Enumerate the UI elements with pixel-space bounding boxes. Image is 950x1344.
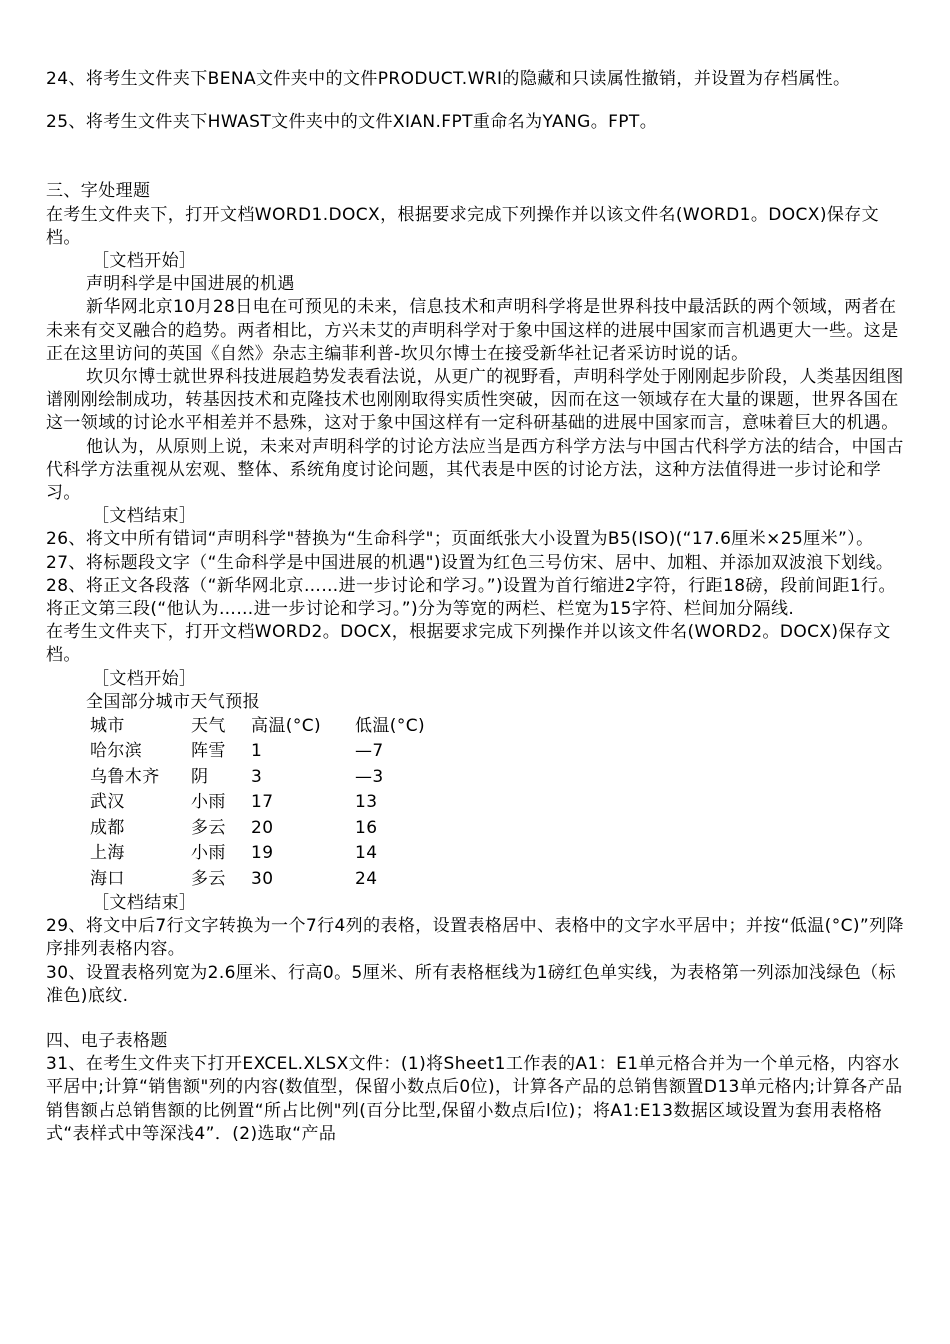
low-cell: 13	[355, 792, 378, 813]
section3-heading: 三、字处理题	[46, 181, 151, 202]
question-25: 25、将考生文件夹下HWAST文件夹中的文件XIAN.FPT重命名为YANG。FPT。	[46, 112, 658, 133]
table-row	[90, 790, 475, 815]
low-cell: —3	[355, 766, 384, 787]
question-26: 26、将文中所有错词“声明科学"替换为“生命科学"；页面纸张大小设置为B5(ISO)(“17.6厘米×25厘米”）。	[46, 529, 874, 550]
doc-paragraph-1: 新华网北京10月28日电在可预见的未来，信息技术和声明科学将是世界科技中最活跃的两个领域，两者在未来有交叉融合的趋势。两者相比，方兴未艾的声明科学对于象中国这样的进展中国家而言机遇更大一些。这是正在这里访问的英国《自然》杂志主编菲利普-坎贝尔博士在接受新华社记者采访时说的话。	[46, 297, 899, 364]
doc2-title: 全国部分城市天气预报	[86, 691, 260, 712]
question-30: 30、设置表格列宽为2.6厘米、行高0。5厘米、所有表格框线为1磅红色单实线，为表格第一列添加浅绿色（标准色)底纹.	[46, 962, 896, 1006]
section4-heading: 四、电子表格题	[46, 1030, 168, 1051]
doc2-start-marker: ［文档开始］	[92, 668, 197, 689]
table-row	[90, 739, 475, 764]
question-28: 28、将正文各段落（“新华网北京……进一步讨论和学习。”)设置为首行缩进2字符，行距18磅，段前间距1行。将正文第三段(“他认为……进一步讨论和学习。”)分为等宽的两栏、栏宽为15字符、栏间加分隔线.	[46, 575, 896, 620]
weather-cell: 阴	[191, 766, 209, 787]
weather-cell: 小雨	[191, 792, 226, 813]
word1-intro: 在考生文件夹下，打开文档WORD1.DOCX，根据要求完成下列操作并以该文件名(WORD1。DOCX)保存文档。	[46, 204, 880, 248]
doc2-end-marker: ［文档结束］	[92, 892, 197, 913]
doc-title: 声明科学是中国进展的机遇	[86, 274, 295, 295]
weather-header-row	[90, 714, 475, 739]
doc-paragraph-3: 他认为，从原则上说，未来对声明科学的讨论方法应当是西方科学方法与中国古代科学方法的结合，中国古代科学方法重视从宏观、整体、系统角度讨论问题，其代表是中医的讨论方法，这种方法值得进一步讨论和学习。	[46, 436, 904, 504]
header-weather: 天气	[191, 716, 226, 737]
table-row	[90, 816, 475, 841]
high-cell: 17	[251, 792, 274, 813]
weather-table	[90, 714, 475, 892]
doc-paragraph-2: 坎贝尔博士就世界科技进展趋势发表看法说，从更广的视野看，声明科学处于刚刚起步阶段，人类基因组图谱刚刚绘制成功，转基因技术和克隆技术也刚刚取得实质性突破，因而在这一领域存在大量的课题，世界各国在这一领域的讨论水平相差并不悬殊，这对于象中国这样有一定科研基础的进展中国家而言，意味着巨大的机遇。	[46, 367, 904, 434]
question-24: 24、将考生文件夹下BENA文件夹中的文件PRODUCT.WRI的隐藏和只读属性撤销，并设置为存档属性。	[46, 69, 851, 89]
table-row	[90, 867, 475, 892]
weather-cell: 多云	[191, 868, 226, 889]
question-31: 31、在考生文件夹下打开EXCEL.XLSX文件：(1)将Sheet1工作表的A1：E1单元格合并为一个单元格，内容水平居中;计算“销售额"列的内容(数值型，保留小数点后0位)，计算各产品的总销售额置D13单元格内;计算各产品销售额占总销售额的比例置“所占比例"列(百分比型,保留小数点后l位)；将A1:E13数据区域设置为套用表格格式“表样式中等深浅4”．(2)选取“产品	[46, 1054, 903, 1144]
city-cell: 海口	[90, 868, 125, 889]
weather-cell: 小雨	[191, 843, 226, 864]
weather-cell: 阵雪	[191, 741, 226, 762]
high-cell: 3	[251, 766, 263, 787]
city-cell: 武汉	[90, 792, 125, 813]
question-27: 27、将标题段文字（“生命科学是中国进展的机遇")设置为红色三号仿宋、居中、加粗、并添加双波浪下划线。	[46, 552, 894, 573]
document-page	[46, 68, 904, 1146]
weather-cell: 多云	[191, 817, 226, 838]
high-cell: 20	[251, 817, 274, 838]
low-cell: 16	[355, 817, 378, 838]
header-city: 城市	[90, 716, 125, 737]
city-cell: 上海	[90, 843, 125, 864]
header-high: 高温(°C)	[251, 716, 322, 737]
low-cell: —7	[355, 741, 384, 762]
header-low: 低温(°C)	[355, 716, 426, 737]
doc-end-marker: ［文档结束］	[92, 506, 197, 527]
city-cell: 成都	[90, 817, 125, 838]
high-cell: 19	[251, 843, 274, 864]
table-row	[90, 765, 475, 790]
word2-intro: 在考生文件夹下，打开文档WORD2。DOCX，根据要求完成下列操作并以该文件名(WORD2。DOCX)保存文档。	[46, 622, 891, 666]
table-row	[90, 841, 475, 866]
low-cell: 24	[355, 868, 378, 889]
low-cell: 14	[355, 843, 378, 864]
question-29: 29、将文中后7行文字转换为一个7行4列的表格，设置表格居中、表格中的文字水平居中；并按“低温(°C)”列降序排列表格内容。	[46, 916, 904, 960]
high-cell: 1	[251, 741, 263, 762]
doc-start-marker: ［文档开始］	[92, 251, 197, 272]
city-cell: 哈尔滨	[90, 741, 143, 762]
city-cell: 乌鲁木齐	[90, 766, 160, 787]
high-cell: 30	[251, 868, 274, 889]
